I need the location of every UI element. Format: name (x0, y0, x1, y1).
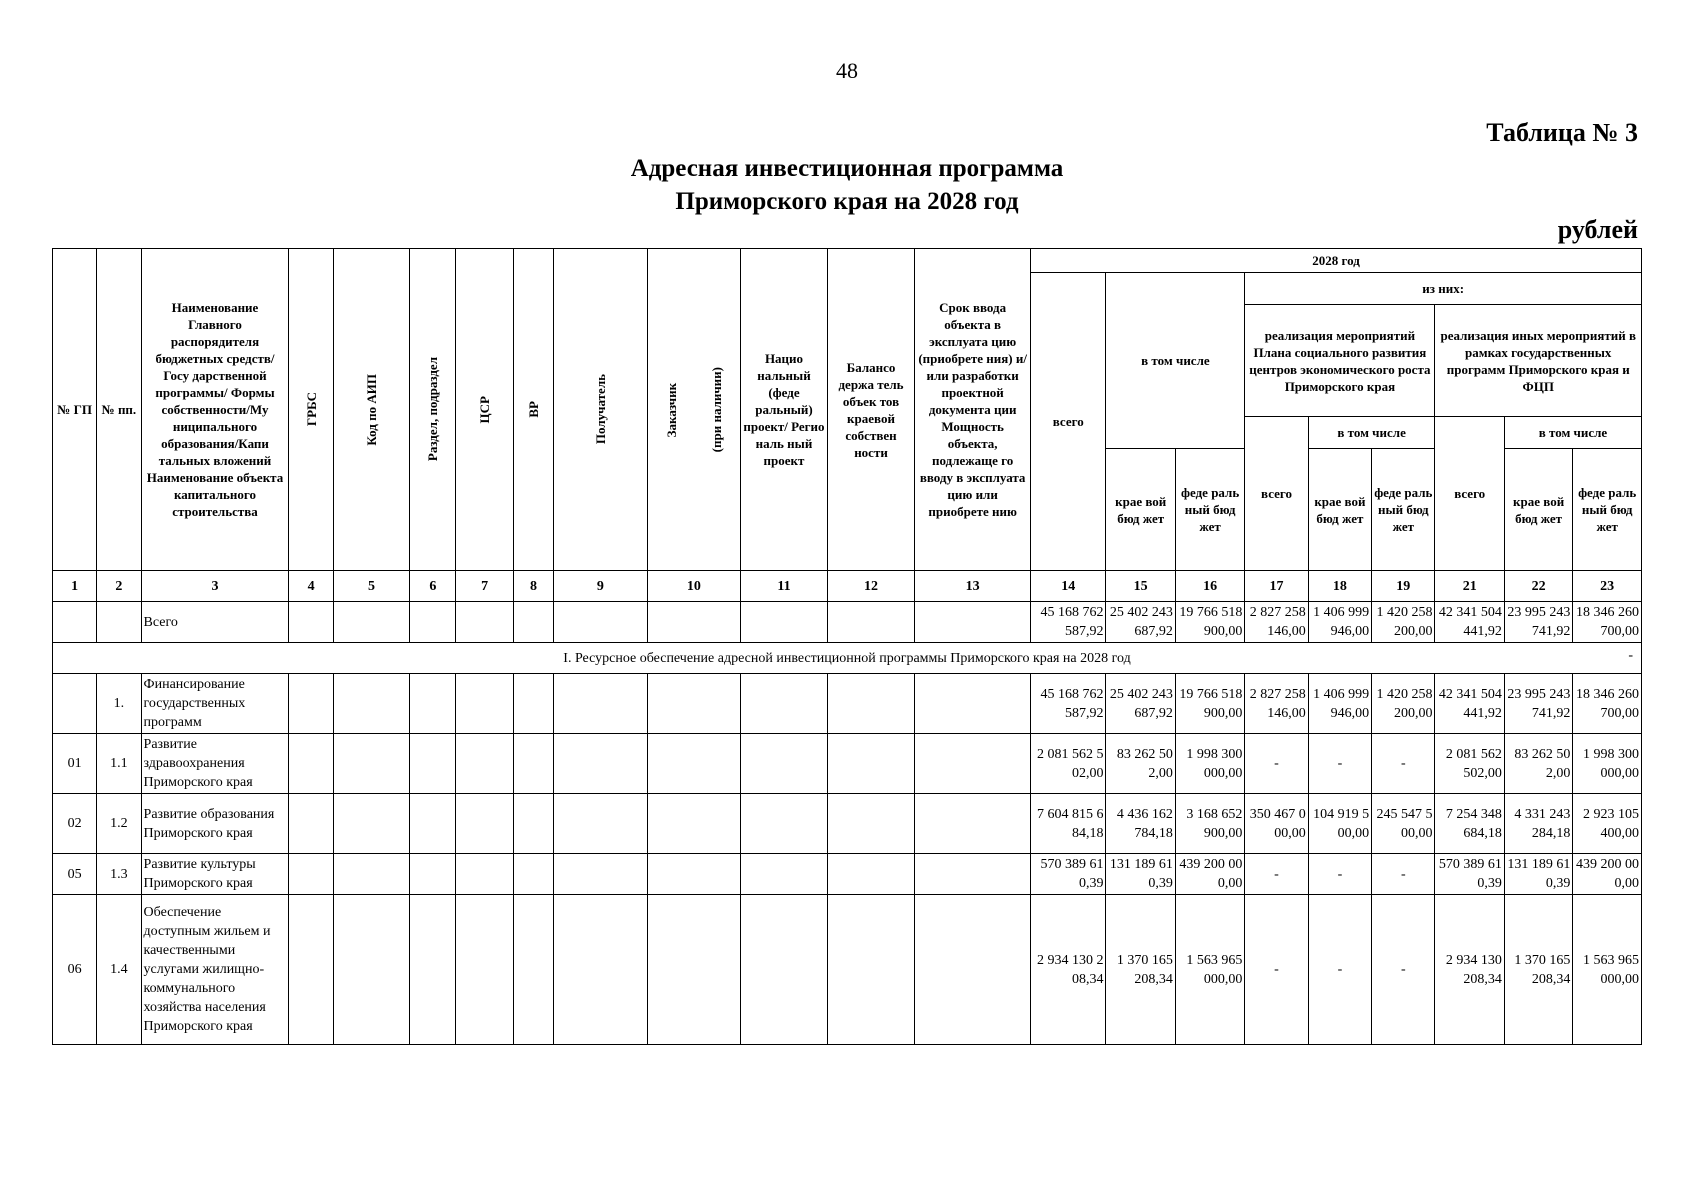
value-cell: 19 766 518 900,00 (1175, 602, 1244, 643)
value-cell: 245 547 500,00 (1372, 794, 1435, 854)
value-cell: 1 998 300 000,00 (1573, 734, 1642, 794)
table-row (53, 895, 1642, 1045)
value-cell: 1 406 999 946,00 (1308, 602, 1371, 643)
title-line-2: Приморского края на 2028 год (675, 188, 1019, 215)
header-poluchatel: Получатель (554, 249, 648, 571)
value-cell: 42 341 504 441,92 (1435, 674, 1504, 734)
value-cell: 23 995 243 741,92 (1504, 674, 1572, 734)
value-cell: 2 827 258 146,00 (1245, 602, 1308, 643)
column-number: 1 (53, 571, 97, 602)
header-name: Наименование Главного распорядителя бюджетных средств/Госу дарственной программы/ Формы собственности/Му ниципального образования/Капи тальных вложений Наименование объекта капитального строительства (141, 249, 289, 571)
value-cell: 25 402 243 687,92 (1106, 674, 1175, 734)
header-razdel: Раздел, подраздел (410, 249, 456, 571)
document-title (0, 152, 1694, 218)
value-cell: 1 370 165 208,34 (1106, 895, 1175, 1045)
column-number: 22 (1504, 571, 1572, 602)
column-number: 12 (827, 571, 915, 602)
section-title: I. Ресурсное обеспечение адресной инвестиционной программы Приморского края на 2028 год (563, 650, 1131, 666)
value-cell: 2 081 562 502,00 (1031, 734, 1106, 794)
value-cell: 3 168 652 900,00 (1175, 794, 1244, 854)
column-number: 8 (513, 571, 553, 602)
column-number: 14 (1031, 571, 1106, 602)
row-label: Развитие здравоохранения Приморского края (141, 734, 289, 794)
header-other-federal: феде раль ный бюд жет (1573, 449, 1642, 571)
header-plan-including: в том числе (1308, 417, 1435, 449)
section-heading (53, 643, 1642, 674)
column-number: 21 (1435, 571, 1504, 602)
header-balance-holder: Балансо держа тель объек тов краевой собствен ности (827, 249, 915, 571)
row-label: Развитие образования Приморского края (141, 794, 289, 854)
header-csr: ЦСР (456, 249, 513, 571)
value-cell: 1 420 258 200,00 (1372, 602, 1435, 643)
value-cell: 2 934 130 208,34 (1031, 895, 1106, 1045)
value-cell: 83 262 502,00 (1504, 734, 1572, 794)
value-cell: 18 346 260 700,00 (1573, 674, 1642, 734)
pp-number: 1. (97, 674, 141, 734)
table-row-section (53, 643, 1642, 674)
value-cell: 45 168 762 587,92 (1031, 674, 1106, 734)
pp-number: 1.2 (97, 794, 141, 854)
header-other-regional: крае вой бюд жет (1504, 449, 1572, 571)
value-cell: 7 604 815 684,18 (1031, 794, 1106, 854)
value-cell: 439 200 000,00 (1573, 854, 1642, 895)
value-cell: 2 081 562 502,00 (1435, 734, 1504, 794)
header-pp-no: № пп. (97, 249, 141, 571)
column-number: 15 (1106, 571, 1175, 602)
table-row (53, 854, 1642, 895)
table-row (53, 734, 1642, 794)
column-number: 11 (741, 571, 828, 602)
value-cell: 4 331 243 284,18 (1504, 794, 1572, 854)
column-number: 16 (1175, 571, 1244, 602)
value-cell: 350 467 000,00 (1245, 794, 1308, 854)
value-cell: - (1308, 895, 1371, 1045)
header-of-which: из них: (1245, 273, 1642, 305)
header-plan-total: всего (1245, 417, 1308, 571)
column-number: 6 (410, 571, 456, 602)
value-cell: 2 934 130 208,34 (1435, 895, 1504, 1045)
value-cell: 104 919 500,00 (1308, 794, 1371, 854)
column-number: 7 (456, 571, 513, 602)
column-numbers-row (53, 571, 1642, 602)
table-row (53, 674, 1642, 734)
column-number: 4 (289, 571, 333, 602)
value-cell: 2 923 105 400,00 (1573, 794, 1642, 854)
gp-number: 01 (53, 734, 97, 794)
value-cell: 19 766 518 900,00 (1175, 674, 1244, 734)
header-national-project: Нацио нальный (феде ральный) проект/ Регио наль ный проект (741, 249, 828, 571)
title-line-1: Адресная инвестиционная программа (630, 155, 1064, 182)
header-plan-federal: феде раль ный бюд жет (1372, 449, 1435, 571)
header-regional-budget: крае вой бюд жет (1106, 449, 1175, 571)
value-cell: - (1245, 895, 1308, 1045)
value-cell: 42 341 504 441,92 (1435, 602, 1504, 643)
column-number: 5 (333, 571, 409, 602)
header-plan-group: реализация мероприятий Плана социального развития центров экономического роста Приморского края (1245, 305, 1435, 417)
section-dash: - (1628, 648, 1633, 663)
value-cell: 18 346 260 700,00 (1573, 602, 1642, 643)
value-cell: - (1372, 895, 1435, 1045)
value-cell: 1 563 965 000,00 (1573, 895, 1642, 1045)
column-number: 19 (1372, 571, 1435, 602)
table-row-total (53, 602, 1642, 643)
header-zakazchik: Заказчик (при наличии) (647, 249, 741, 571)
value-cell: 1 998 300 000,00 (1175, 734, 1244, 794)
row-label: Финансирование государственных программ (141, 674, 289, 734)
column-number: 2 (97, 571, 141, 602)
value-cell: 4 436 162 784,18 (1106, 794, 1175, 854)
value-cell: 7 254 348 684,18 (1435, 794, 1504, 854)
column-number: 18 (1308, 571, 1371, 602)
header-year: 2028 год (1031, 249, 1642, 273)
column-number: 17 (1245, 571, 1308, 602)
value-cell: 83 262 502,00 (1106, 734, 1175, 794)
value-cell: 131 189 610,39 (1504, 854, 1572, 895)
value-cell: 131 189 610,39 (1106, 854, 1175, 895)
value-cell: - (1245, 854, 1308, 895)
table-label: Таблица № 3 (1486, 118, 1638, 147)
header-vr: ВР (513, 249, 553, 571)
header-commissioning-date: Срок ввода объекта в эксплуата цию (приобрете ния) и/или разработки проектной документа ции Мощность объекта, подлежаще го вводу в эксплуата цию или приобрете нию (915, 249, 1031, 571)
page-number: 48 (836, 58, 858, 83)
header-other-total: всего (1435, 417, 1504, 571)
gp-number: 02 (53, 794, 97, 854)
value-cell: 23 995 243 741,92 (1504, 602, 1572, 643)
header-gp-no: № ГП (53, 249, 97, 571)
header-federal-budget: феде раль ный бюд жет (1175, 449, 1244, 571)
value-cell: - (1245, 734, 1308, 794)
value-cell: 570 389 610,39 (1435, 854, 1504, 895)
gp-number: 06 (53, 895, 97, 1045)
value-cell: 1 563 965 000,00 (1175, 895, 1244, 1045)
value-cell: - (1372, 854, 1435, 895)
value-cell: 1 420 258 200,00 (1372, 674, 1435, 734)
investment-program-table (52, 248, 1642, 1045)
value-cell: 439 200 000,00 (1175, 854, 1244, 895)
value-cell: 1 406 999 946,00 (1308, 674, 1371, 734)
value-cell: 2 827 258 146,00 (1245, 674, 1308, 734)
value-cell: - (1308, 854, 1371, 895)
row-label: Всего (141, 602, 289, 643)
pp-number: 1.4 (97, 895, 141, 1045)
header-including: в том числе (1106, 273, 1245, 449)
header-total: всего (1031, 273, 1106, 571)
header-plan-regional: крае вой бюд жет (1308, 449, 1371, 571)
value-cell: 1 370 165 208,34 (1504, 895, 1572, 1045)
header-grbs: ГРБС (289, 249, 333, 571)
column-number: 9 (554, 571, 648, 602)
column-number: 23 (1573, 571, 1642, 602)
value-cell: 45 168 762 587,92 (1031, 602, 1106, 643)
column-number: 3 (141, 571, 289, 602)
value-cell: 25 402 243 687,92 (1106, 602, 1175, 643)
column-number: 13 (915, 571, 1031, 602)
gp-number: 05 (53, 854, 97, 895)
row-label: Обеспечение доступным жильем и качественными услугами жилищно-коммунального хозяйства населения Приморского края (141, 895, 289, 1045)
pp-number: 1.1 (97, 734, 141, 794)
header-other-group: реализация иных мероприятий в рамках государственных программ Приморского края и ФЦП (1435, 305, 1642, 417)
table-row (53, 794, 1642, 854)
header-other-including: в том числе (1504, 417, 1641, 449)
row-label: Развитие культуры Приморского края (141, 854, 289, 895)
units-label: рублей (1557, 215, 1638, 244)
value-cell: 570 389 610,39 (1031, 854, 1106, 895)
column-number: 10 (647, 571, 741, 602)
header-kod-aip: Код по АИП (333, 249, 409, 571)
value-cell: - (1372, 734, 1435, 794)
pp-number: 1.3 (97, 854, 141, 895)
value-cell: - (1308, 734, 1371, 794)
